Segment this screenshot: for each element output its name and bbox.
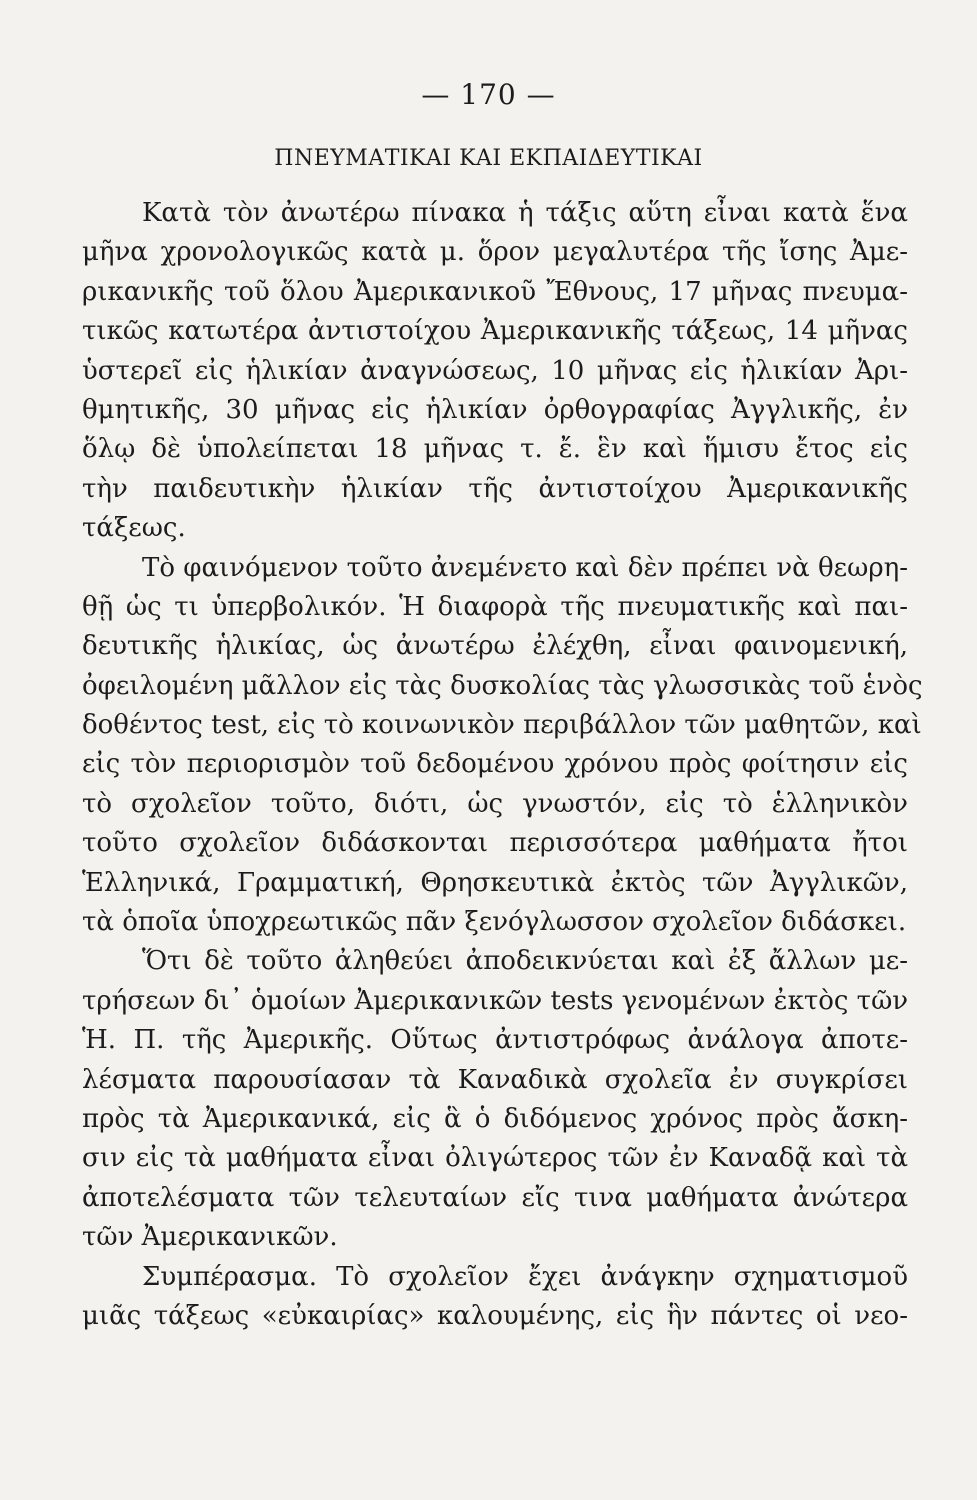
text-line: Ἡ. Π. τῆς Ἀμερικῆς. Οὕτως ἀντιστρόφως ἀνάλογα ἀποτε-	[82, 1025, 908, 1056]
text-line: τῶν Ἀμερικανικῶν.	[82, 1222, 338, 1253]
page-number: — 170 —	[421, 78, 556, 111]
text-line: δευτικῆς ἡλικίας, ὡς ἀνωτέρω ἐλέχθη, εἶναι φαινομενική,	[82, 631, 908, 662]
text-line: τὴν παιδευτικὴν ἡλικίαν τῆς ἀντιστοίχου Ἀμερικανικῆς	[82, 473, 908, 504]
text-line: Ἑλληνικά, Γραμματική, Θρησκευτικὰ ἐκτὸς τῶν Ἀγγλικῶν,	[82, 867, 908, 898]
text-line: ὅλῳ δὲ ὑπολείπεται 18 μῆνας τ. ἔ. ἓν καὶ ἥμισυ ἔτος εἰς	[82, 434, 908, 465]
text-line: ἀποτελέσματα τῶν τελευταίων εἴς τινα μαθήματα ἀνώτερα	[82, 1182, 908, 1213]
text-line: πρὸς τὰ Ἀμερικανικά, εἰς ἃ ὁ διδόμενος χρόνος πρὸς ἄσκη-	[82, 1103, 908, 1134]
text-line: τάξεως.	[82, 513, 186, 544]
text-line: τοῦτο σχολεῖον διδάσκονται περισσότερα μαθήματα ἤτοι	[82, 828, 908, 859]
text-line: Τὸ φαινόμενον τοῦτο ἀνεμένετο καὶ δὲν πρέπει νὰ θεωρη-	[142, 552, 908, 583]
text-line: Ὅτι δὲ τοῦτο ἀληθεύει ἀποδεικνύεται καὶ ἐξ ἄλλων με-	[142, 946, 908, 977]
text-line: Κατὰ τὸν ἀνωτέρω πίνακα ἡ τάξις αὕτη εἶναι κατὰ ἕνα	[142, 198, 908, 228]
body-text	[82, 194, 923, 1336]
text-line: ὑστερεῖ εἰς ἡλικίαν ἀναγνώσεως, 10 μῆνας εἰς ἡλικίαν Ἀρι-	[82, 355, 908, 386]
text-line: θμητικῆς, 30 μῆνας εἰς ἡλικίαν ὀρθογραφίας Ἀγγλικῆς, ἐν	[82, 394, 908, 425]
text-line: λέσματα παρουσίασαν τὰ Καναδικὰ σχολεῖα ἐν συγκρίσει	[82, 1064, 908, 1095]
text-line: σιν εἰς τὰ μαθήματα εἶναι ὀλιγώτερος τῶν ἐν Καναδᾷ καὶ τὰ	[82, 1143, 908, 1174]
text-line: τὸ σχολεῖον τοῦτο, διότι, ὡς γνωστόν, εἰς τὸ ἑλληνικὸν	[82, 788, 908, 819]
running-title: ΠΝΕΥΜΑΤΙΚΑΙ ΚΑΙ ΕΚΠΑΙΔΕΥΤΙΚΑΙ	[274, 146, 703, 171]
text-line: μιᾶς τάξεως «εὐκαιρίας» καλουμένης, εἰς ἣν πάντες οἱ νεο-	[82, 1300, 908, 1331]
text-line: δοθέντος test, εἰς τὸ κοινωνικὸν περιβάλλον τῶν μαθητῶν, καὶ	[82, 710, 922, 741]
text-line: ὀφειλομένη μᾶλλον εἰς τὰς δυσκολίας τὰς γλωσσικὰς τοῦ ἑνὸς	[82, 670, 923, 701]
text-line: Συμπέρασμα. Τὸ σχολεῖον ἔχει ἀνάγκην σχηματισμοῦ	[142, 1261, 908, 1292]
text-line: εἰς τὸν περιορισμὸν τοῦ δεδομένου χρόνου πρὸς φοίτησιν εἰς	[82, 749, 908, 780]
text-line: τὰ ὁποῖα ὑποχρεωτικῶς πᾶν ξενόγλωσσον σχολεῖον διδάσκει.	[82, 907, 907, 938]
text-line: θῇ ὡς τι ὑπερβολικόν. Ἡ διαφορὰ τῆς πνευματικῆς καὶ παι-	[82, 591, 908, 622]
text-line: τρήσεων δι᾽ ὁμοίων Ἀμερικανικῶν tests γενομένων ἐκτὸς τῶν	[82, 985, 909, 1016]
text-line: μῆνα χρονολογικῶς κατὰ μ. ὅρον μεγαλυτέρα τῆς ἴσης Ἀμε-	[82, 237, 908, 268]
text-line: τικῶς κατωτέρα ἀντιστοίχου Ἀμερικανικῆς τάξεως, 14 μῆνας	[82, 316, 908, 347]
text-line: ρικανικῆς τοῦ ὅλου Ἀμερικανικοῦ Ἔθνους, 17 μῆνας πνευμα-	[82, 276, 908, 307]
